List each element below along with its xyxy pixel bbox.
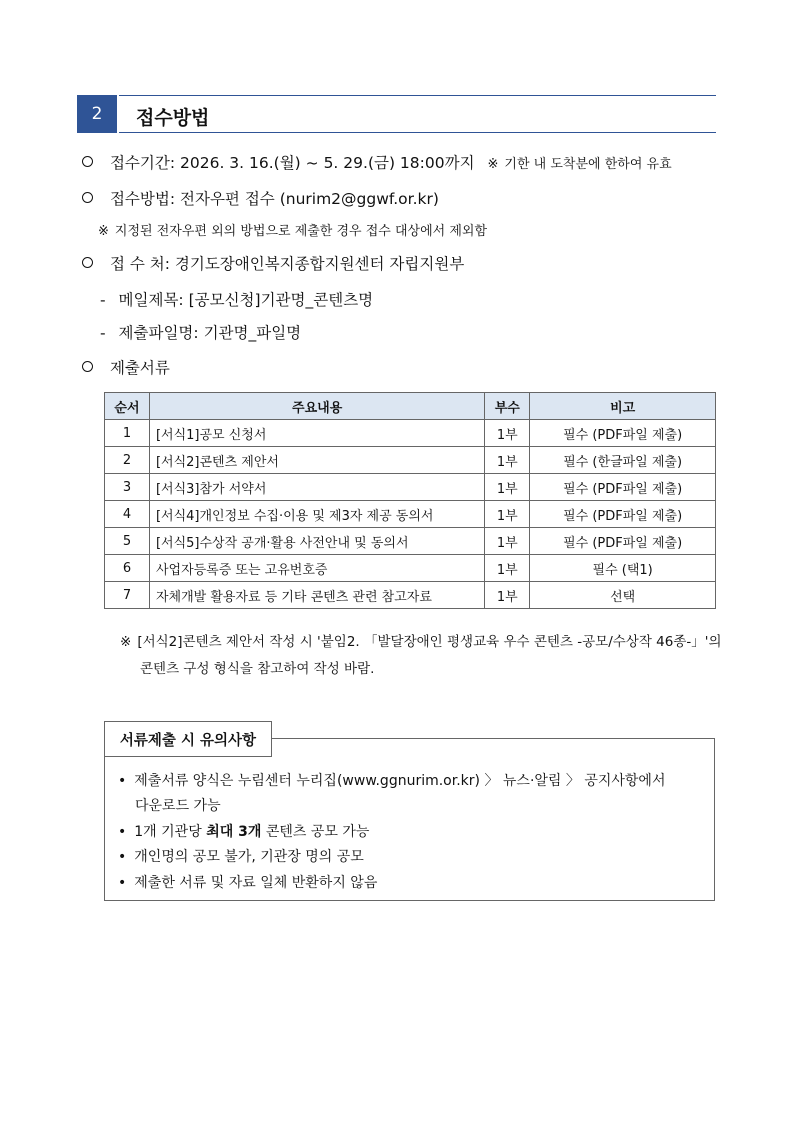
table-row <box>105 420 716 447</box>
mail-subject-value: [공모신청]기관명_콘텐츠명 <box>188 291 374 309</box>
cell-remarks: 선택 <box>530 582 716 609</box>
circle-bullet-icon <box>82 361 93 372</box>
file-name-label: 제출파일명: <box>118 324 199 342</box>
table-row <box>105 555 716 582</box>
cell-remarks: 필수 (PDF파일 제출) <box>530 528 716 555</box>
cell-order: 3 <box>105 474 150 501</box>
office-label: 접 수 처: <box>109 255 170 273</box>
cell-content: [서식2]콘텐츠 제안서 <box>149 447 484 474</box>
header-content: 주요내용 <box>149 393 484 420</box>
cell-order: 7 <box>105 582 150 609</box>
period-note: ※ 기한 내 도착분에 한하여 유효 <box>487 157 672 172</box>
file-name-line: - 제출파일명: 기관명_파일명 <box>100 324 302 342</box>
cell-copies: 1부 <box>485 474 530 501</box>
method-label: 접수방법: <box>109 190 176 208</box>
header-copies: 부수 <box>485 393 530 420</box>
notice-item-2: • 1개 기관당 최대 3개 콘텐츠 공모 가능 <box>118 824 370 840</box>
documents-label: 제출서류 <box>109 359 170 377</box>
cell-content: [서식5]수상작 공개·활용 사전안내 및 동의서 <box>149 528 484 555</box>
mail-subject-label: 메일제목: <box>118 291 184 309</box>
cell-order: 6 <box>105 555 150 582</box>
documents-line <box>82 356 170 378</box>
documents-table <box>104 392 716 609</box>
cell-order: 5 <box>105 528 150 555</box>
circle-bullet-icon <box>82 192 93 203</box>
cell-copies: 1부 <box>485 501 530 528</box>
cell-copies: 1부 <box>485 447 530 474</box>
cell-content: [서식3]참가 서약서 <box>149 474 484 501</box>
cell-content: [서식1]공모 신청서 <box>149 420 484 447</box>
cell-remarks: 필수 (PDF파일 제출) <box>530 420 716 447</box>
cell-order: 4 <box>105 501 150 528</box>
office-value: 경기도장애인복지종합지원센터 자립지원부 <box>174 255 465 273</box>
notice-item-3: • 개인명의 공모 불가, 기관장 명의 공모 <box>118 849 364 865</box>
header-order: 순서 <box>105 393 150 420</box>
notice-title: 서류제출 시 유의사항 <box>104 721 272 757</box>
method-note: ※ 지정된 전자우편 외의 방법으로 제출한 경우 접수 대상에서 제외함 <box>98 224 488 239</box>
cell-copies: 1부 <box>485 582 530 609</box>
cell-remarks: 필수 (PDF파일 제출) <box>530 474 716 501</box>
section-rule-top <box>119 95 716 96</box>
table-header-row <box>105 393 716 420</box>
cell-order: 1 <box>105 420 150 447</box>
footnote-line-1: ※ [서식2]콘텐츠 제안서 작성 시 '붙임2. 「발달장애인 평생교육 우수 콘텐츠 -공모/수상작 46종-」'의 <box>120 634 722 650</box>
circle-bullet-icon <box>82 257 93 268</box>
cell-remarks: 필수 (택1) <box>530 555 716 582</box>
cell-content: [서식4]개인정보 수집·이용 및 제3자 제공 동의서 <box>149 501 484 528</box>
notice-item-1: • 제출서류 양식은 누림센터 누리집(www.ggnurim.or.kr) 〉 뉴스·알림 〉 공지사항에서 <box>118 773 666 789</box>
period-label: 접수기간: <box>109 154 176 172</box>
period-value: 2026. 3. 16.(월) ~ 5. 29.(금) 18:00까지 <box>180 154 475 172</box>
table-row <box>105 582 716 609</box>
circle-bullet-icon <box>82 156 93 167</box>
cell-content: 자체개발 활용자료 등 기타 콘텐츠 관련 참고자료 <box>149 582 484 609</box>
table-row <box>105 501 716 528</box>
method-line <box>82 187 439 209</box>
cell-order: 2 <box>105 447 150 474</box>
table-row <box>105 447 716 474</box>
cell-remarks: 필수 (한글파일 제출) <box>530 447 716 474</box>
table-row <box>105 528 716 555</box>
office-line <box>82 252 464 274</box>
cell-copies: 1부 <box>485 420 530 447</box>
file-name-value: 기관명_파일명 <box>203 324 302 342</box>
cell-copies: 1부 <box>485 555 530 582</box>
cell-remarks: 필수 (PDF파일 제출) <box>530 501 716 528</box>
cell-content: 사업자등록증 또는 고유번호증 <box>149 555 484 582</box>
table-row <box>105 474 716 501</box>
mail-subject-line: - 메일제목: [공모신청]기관명_콘텐츠명 <box>100 291 374 309</box>
footnote-line-2: 콘텐츠 구성 형식을 참고하여 작성 바람. <box>140 661 375 677</box>
period-line <box>82 151 672 173</box>
method-value: 전자우편 접수 (nurim2@ggwf.or.kr) <box>180 190 439 208</box>
cell-copies: 1부 <box>485 528 530 555</box>
header-remarks: 비고 <box>530 393 716 420</box>
notice-item-2-bold: 최대 3개 <box>206 824 262 840</box>
section-number: 2 <box>77 95 117 133</box>
notice-item-4: • 제출한 서류 및 자료 일체 반환하지 않음 <box>118 875 378 891</box>
notice-item-1-cont: 다운로드 가능 <box>135 798 221 814</box>
section-rule-bottom <box>119 132 716 133</box>
section-title: 접수방법 <box>136 107 210 129</box>
